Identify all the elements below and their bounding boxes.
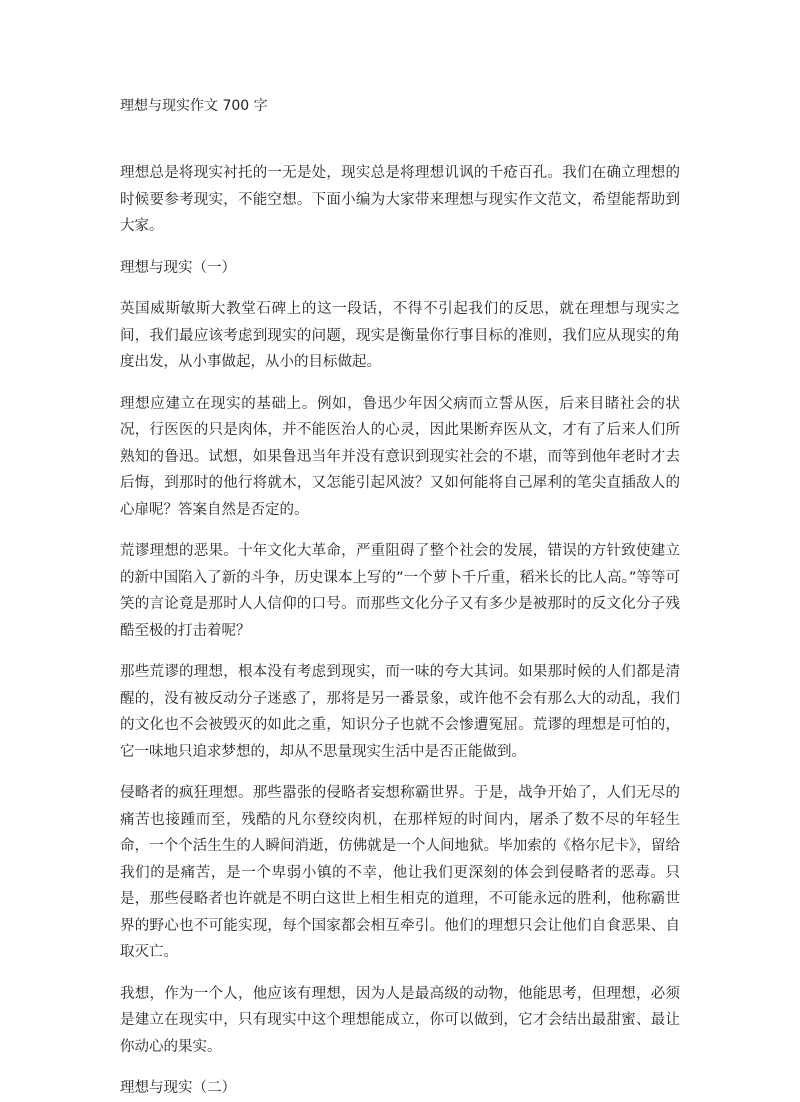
section-heading-2: 理想与现实（二） [120,1080,236,1096]
body-paragraph: 那些荒谬的理想，根本没有考虑到现实，而一味的夸大其词。如果那时候的人们都是清醒的，没有被反动分子迷惑了，那将是另一番景象，或许他不会有那么大的动乱，我们的文化也不会被毁灭的如此之重，知识分子也就不会惨遭冤屈。荒谬的理想是可怕的，它一味地只追求梦想的，却从不思量现实生活中是否正能做到。 [120,664,680,760]
body-paragraph: 荒谬理想的恶果。十年文化大革命，严重阻碍了整个社会的发展，错误的方针致使建立的新中国陷入了新的斗争，历史课本上写的”一个萝卜千斤重，稻米长的比人高。”等等可笑的言论竟是那时人人信仰的口号。而那些文化分子又有多少是被那时的反文化分子残酷至极的打击着呢？ [120,543,680,639]
body-paragraph: 英国威斯敏斯大教堂石碑上的这一段话，不得不引起我们的反思，就在理想与现实之间，我们最应该考虑到现实的问题，现实是衡量你行事目标的准则，我们应从现实的角度出发，从小事做起，从小的目标做起。 [120,301,680,370]
intro-paragraph: 理想总是将现实衬托的一无是处，现实总是将理想讥讽的千疮百孔。我们在确立理想的时候要参考现实，不能空想。下面小编为大家带来理想与现实作文范文，希望能帮助到大家。 [120,165,680,234]
section-heading-1: 理想与现实（一） [120,259,236,276]
body-paragraph: 我想，作为一个人，他应该有理想，因为人是最高级的动物，他能思考，但理想，必须是建立在现实中，只有现实中这个理想能成立，你可以做到，它才会结出最甜蜜、最让你动心的果实。 [120,985,680,1055]
body-paragraph: 理想应建立在现实的基础上。例如，鲁迅少年因父病而立誓从医，后来目睹社会的状况，行医医的只是肉体，并不能医治人的心灵，因此果断弃医从文，才有了后来人们所熟知的鲁迅。试想，如果鲁迅当年并没有意识到现实社会的不堪，而等到他年老时才去后悔，到那时的他行将就木，又怎能引起风波？又如何能将自己犀利的笔尖直插敌人的心扉呢？答案自然是否定的。 [120,395,680,518]
document-title: 理想与现实作文 700 字 [120,98,268,114]
body-paragraph: 侵略者的疯狂理想。那些嚣张的侵略者妄想称霸世界。于是，战争开始了，人们无尽的痛苦也接踵而至，残酷的凡尔登绞肉机，在那样短的时间内，屠杀了数不尽的年轻生命，一个个活生生的人瞬间消逝，仿佛就是一个人间地狱。毕加索的《格尔尼卡》，留给我们的是痛苦，是一个卑弱小镇的不幸，他让我们更深刻的体会到侵略者的恶毒。只是，那些侵略者也许就是不明白这世上相生相克的道理，不可能永远的胜利，他称霸世界的野心也不可能实现，每个国家都会相互牵引。他们的理想只会让他们自食恶果、自取灭亡。 [120,785,680,960]
